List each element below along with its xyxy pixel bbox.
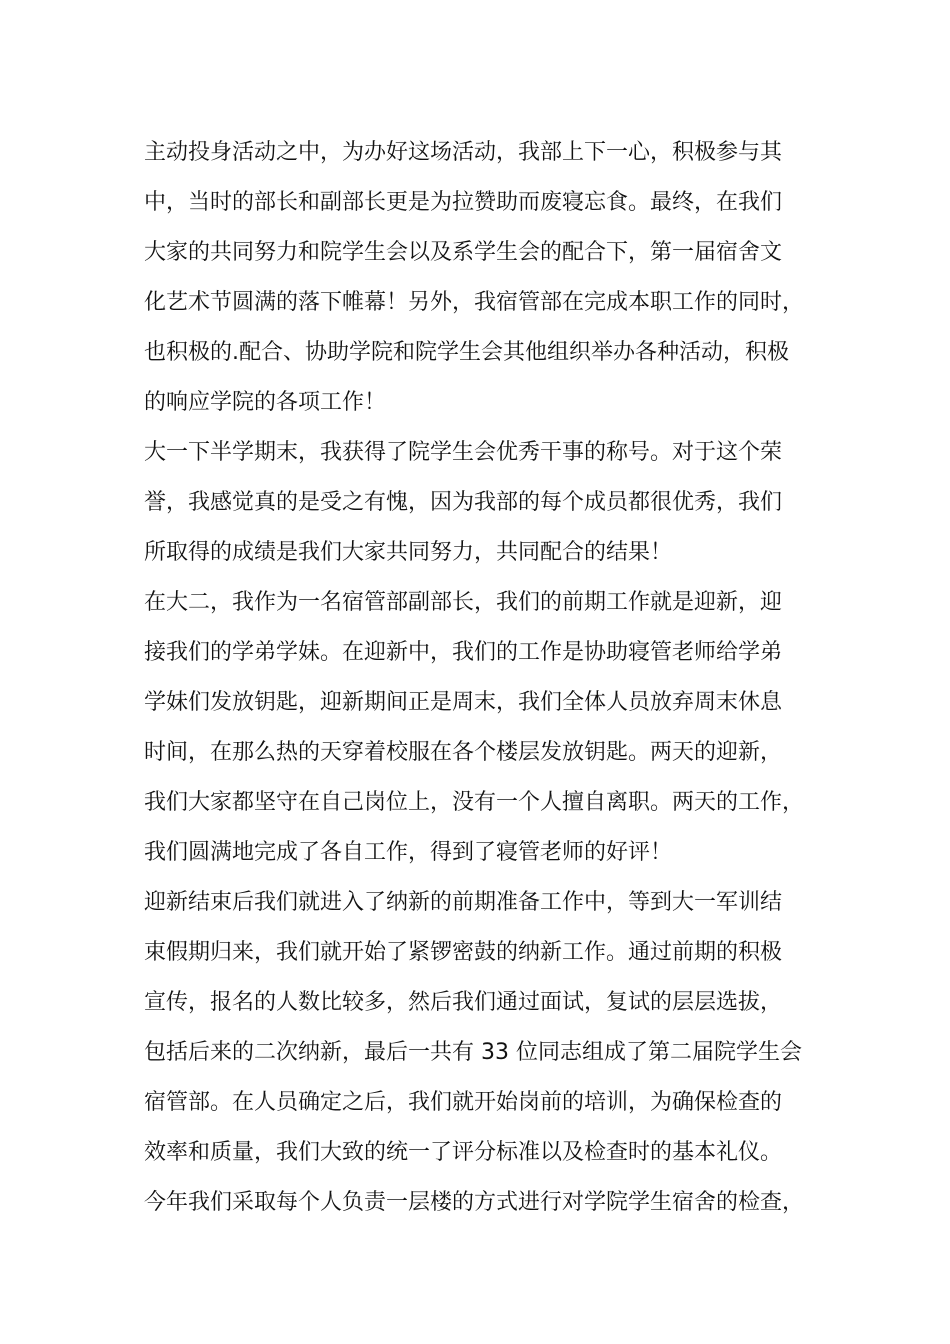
- text-line: 束假期归来，我们就开始了紧锣密鼓的纳新工作。通过前期的积极: [144, 940, 783, 965]
- text-line: 誉，我感觉真的是受之有愧，因为我部的每个成员都很优秀，我们: [144, 490, 783, 515]
- text-line: 包括后来的二次纳新，最后一共有 33 位同志组成了第二届院学生会: [144, 1040, 802, 1065]
- body-text: [144, 128, 844, 1228]
- text-line: 我们圆满地完成了各自工作，得到了寝管老师的好评！: [144, 840, 673, 865]
- text-line: 今年我们采取每个人负责一层楼的方式进行对学院学生宿舍的检查，: [144, 1190, 805, 1215]
- text-line: 也积极的.配合、协助学院和院学生会其他组织举办各种活动，积极: [144, 340, 789, 365]
- text-line: 宣传，报名的人数比较多，然后我们通过面试，复试的层层选拔，: [144, 990, 783, 1015]
- text-line: 学妹们发放钥匙，迎新期间正是周末，我们全体人员放弃周末休息: [144, 690, 783, 715]
- text-line: 宿管部。在人员确定之后，我们就开始岗前的培训，为确保检查的: [144, 1090, 783, 1115]
- text-line: 大家的共同努力和院学生会以及系学生会的配合下，第一届宿舍文: [144, 240, 783, 265]
- text-line: 效率和质量，我们大致的统一了评分标准以及检查时的基本礼仪。: [144, 1140, 783, 1165]
- text-line: 我们大家都坚守在自己岗位上，没有一个人擅自离职。两天的工作，: [144, 790, 805, 815]
- text-line: 的响应学院的各项工作！: [144, 390, 387, 415]
- text-line: 接我们的学弟学妹。在迎新中，我们的工作是协助寝管老师给学弟: [144, 640, 783, 665]
- text-line: 化艺术节圆满的落下帷幕！另外，我宿管部在完成本职工作的同时，: [144, 290, 805, 315]
- text-line: 中，当时的部长和副部长更是为拉赞助而废寝忘食。最终，在我们: [144, 190, 783, 215]
- text-line: 所取得的成绩是我们大家共同努力，共同配合的结果！: [144, 540, 673, 565]
- text-line: 大一下半学期末，我获得了院学生会优秀干事的称号。对于这个荣: [144, 440, 783, 465]
- text-line: 在大二，我作为一名宿管部副部长，我们的前期工作就是迎新，迎: [144, 590, 783, 615]
- text-line: 迎新结束后我们就进入了纳新的前期准备工作中，等到大一军训结: [144, 890, 783, 915]
- text-line: 时间，在那么热的天穿着校服在各个楼层发放钥匙。两天的迎新，: [144, 740, 783, 765]
- text-line: 主动投身活动之中，为办好这场活动，我部上下一心，积极参与其: [144, 140, 783, 165]
